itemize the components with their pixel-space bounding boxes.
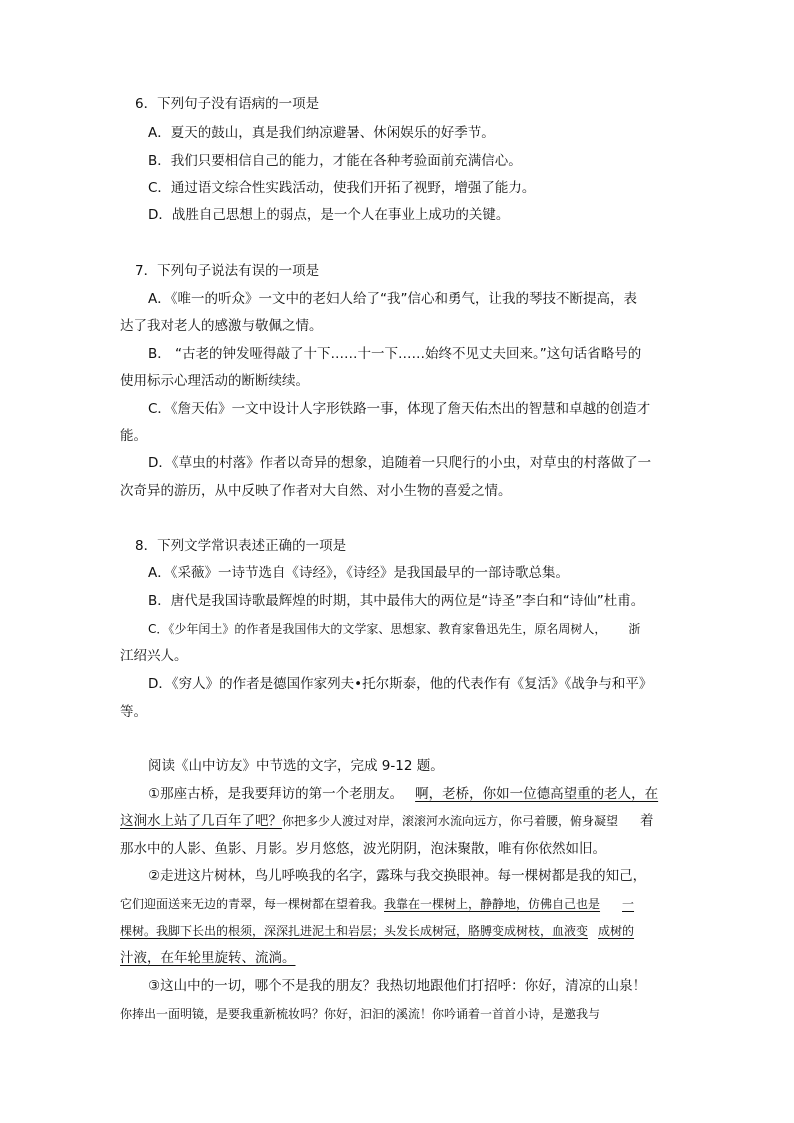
q7-option-d-line1: D．《草虫的村落》作者以奇异的想象，追随着一只爬行的小虫，对草虫的村落做了一: [148, 455, 652, 471]
q7-stem: 7．下列句子说法有误的一项是: [135, 263, 320, 279]
q8-option-d-line1: D．《穷人》的作者是德国作家列夫•托尔斯泰，他的代表作有《复活》《战争与和平》: [148, 676, 653, 692]
passage-p3-line2: 你捧出一面明镜，是要我重新梳妆吗？你好，汩汩的溪流！你吟诵着一首首小诗，是邀我与: [120, 1007, 601, 1021]
q8-option-c-line1-end: 浙: [628, 622, 641, 636]
passage-p2-line2: [120, 895, 634, 913]
q8-option-d-line2: 等。: [120, 704, 147, 720]
q6-option-c: C．通过语文综合性实践活动，使我们开拓了视野，增强了能力。: [148, 180, 536, 196]
q7-option-d-line2: 次奇异的游历，从中反映了作者对大自然、对小生物的喜爱之情。: [120, 483, 512, 499]
passage-p1-line3: 那水中的人影、鱼影、月影。岁月悠悠，波光阴阴，泡沫聚散，唯有你依然如旧。: [120, 841, 606, 857]
q6-option-b: B．我们只要相信自己的能力，才能在各种考验面前充满信心。: [148, 153, 522, 169]
passage-p2-underline-1: 我靠在一棵树上，静静地，仿佛自己也是: [384, 897, 601, 911]
q7-option-c-line1: C．《詹天佑》一文中设计人字形铁路一事，体现了詹天佑杰出的智慧和卓越的创造才: [148, 401, 651, 417]
passage-p2-line1: ②走进这片树林，鸟儿呼唤我的名字，露珠与我交换眼神。每一棵树都是我的知己，: [148, 868, 647, 884]
q7-option-b-line1: B． “古老的钟发哑得敲了十下……十一下……始终不见丈夫回来。”这句话省略号的: [148, 346, 642, 362]
passage-p1-line2-b: 你把多少人渡过对岸，滚滚河水流向远方，你弓着腰，俯身凝望: [282, 814, 619, 828]
passage-p2-line3: [120, 922, 634, 940]
passage-p2-line4: [120, 949, 296, 967]
reading-intro: 阅读《山中访友》中节选的文字，完成 9-12 题。: [148, 758, 444, 774]
q6-option-a: A．夏天的鼓山，真是我们纳凉避暑、休闲娱乐的好季节。: [148, 125, 495, 141]
q6-stem: 6．下列句子没有语病的一项是: [135, 96, 320, 112]
passage-p2-line2-c: 一: [622, 897, 635, 911]
passage-p1-underline-2: 这涧水上站了几百年了吧？: [120, 813, 282, 829]
q7-option-c-line2: 能。: [120, 428, 147, 444]
q8-stem: 8．下列文学常识表述正确的一项是: [135, 538, 347, 554]
passage-p2-underline-2: 棵树。我脚下长出的根须，深深扎进泥土和岩层；头发长成树冠，胳膊变成树枝，血液变: [120, 924, 589, 938]
passage-p2-underline-4: 汁液，在年轮里旋转、流淌。: [120, 950, 296, 966]
q7-option-b-line2: 使用标示心理活动的断断续续。: [120, 373, 309, 389]
q7-option-a-line1: A．《唯一的听众》一文中的老妇人给了“我”信心和勇气，让我的琴技不断提高，表: [148, 291, 637, 307]
q7-option-a-line2: 达了我对老人的感激与敬佩之情。: [120, 318, 323, 334]
q6-option-d: D．战胜自己思想上的弱点，是一个人在事业上成功的关键。: [148, 207, 510, 223]
q8-option-a: A．《采薇》一诗节选自《诗经》，《诗经》是我国最早的一部诗歌总集。: [148, 565, 569, 581]
passage-p1-line1-a: ①那座古桥，是我要拜访的第一个老朋友。: [148, 786, 404, 802]
q8-option-c-line2: 江绍兴人。: [120, 648, 188, 664]
q8-option-b: B．唐代是我国诗歌最辉煌的时期，其中最伟大的两位是“诗圣”李白和“诗仙”杜甫。: [148, 593, 645, 609]
passage-p1-line1: [148, 785, 658, 803]
q8-option-c-line1-text: C．《少年闰土》的作者是我国伟大的文学家、思想家、教育家鲁迅先生，原名周树人，: [148, 622, 607, 636]
q8-option-c-line1: [148, 620, 640, 638]
passage-p1-line2: [120, 812, 654, 830]
passage-p2-underline-3: 成树的: [598, 924, 635, 938]
passage-p1-line2-c: 着: [640, 813, 654, 829]
passage-p3-line1: ③这山中的一切，哪个不是我的朋友？我热切地跟他们打招呼：你好，清凉的山泉！: [148, 978, 647, 994]
passage-p1-underline-1: 啊，老桥，你如一位德高望重的老人，在: [415, 786, 659, 802]
passage-p2-line2-a: 它们迎面送来无边的青翠，每一棵树都在望着我。: [120, 897, 385, 911]
